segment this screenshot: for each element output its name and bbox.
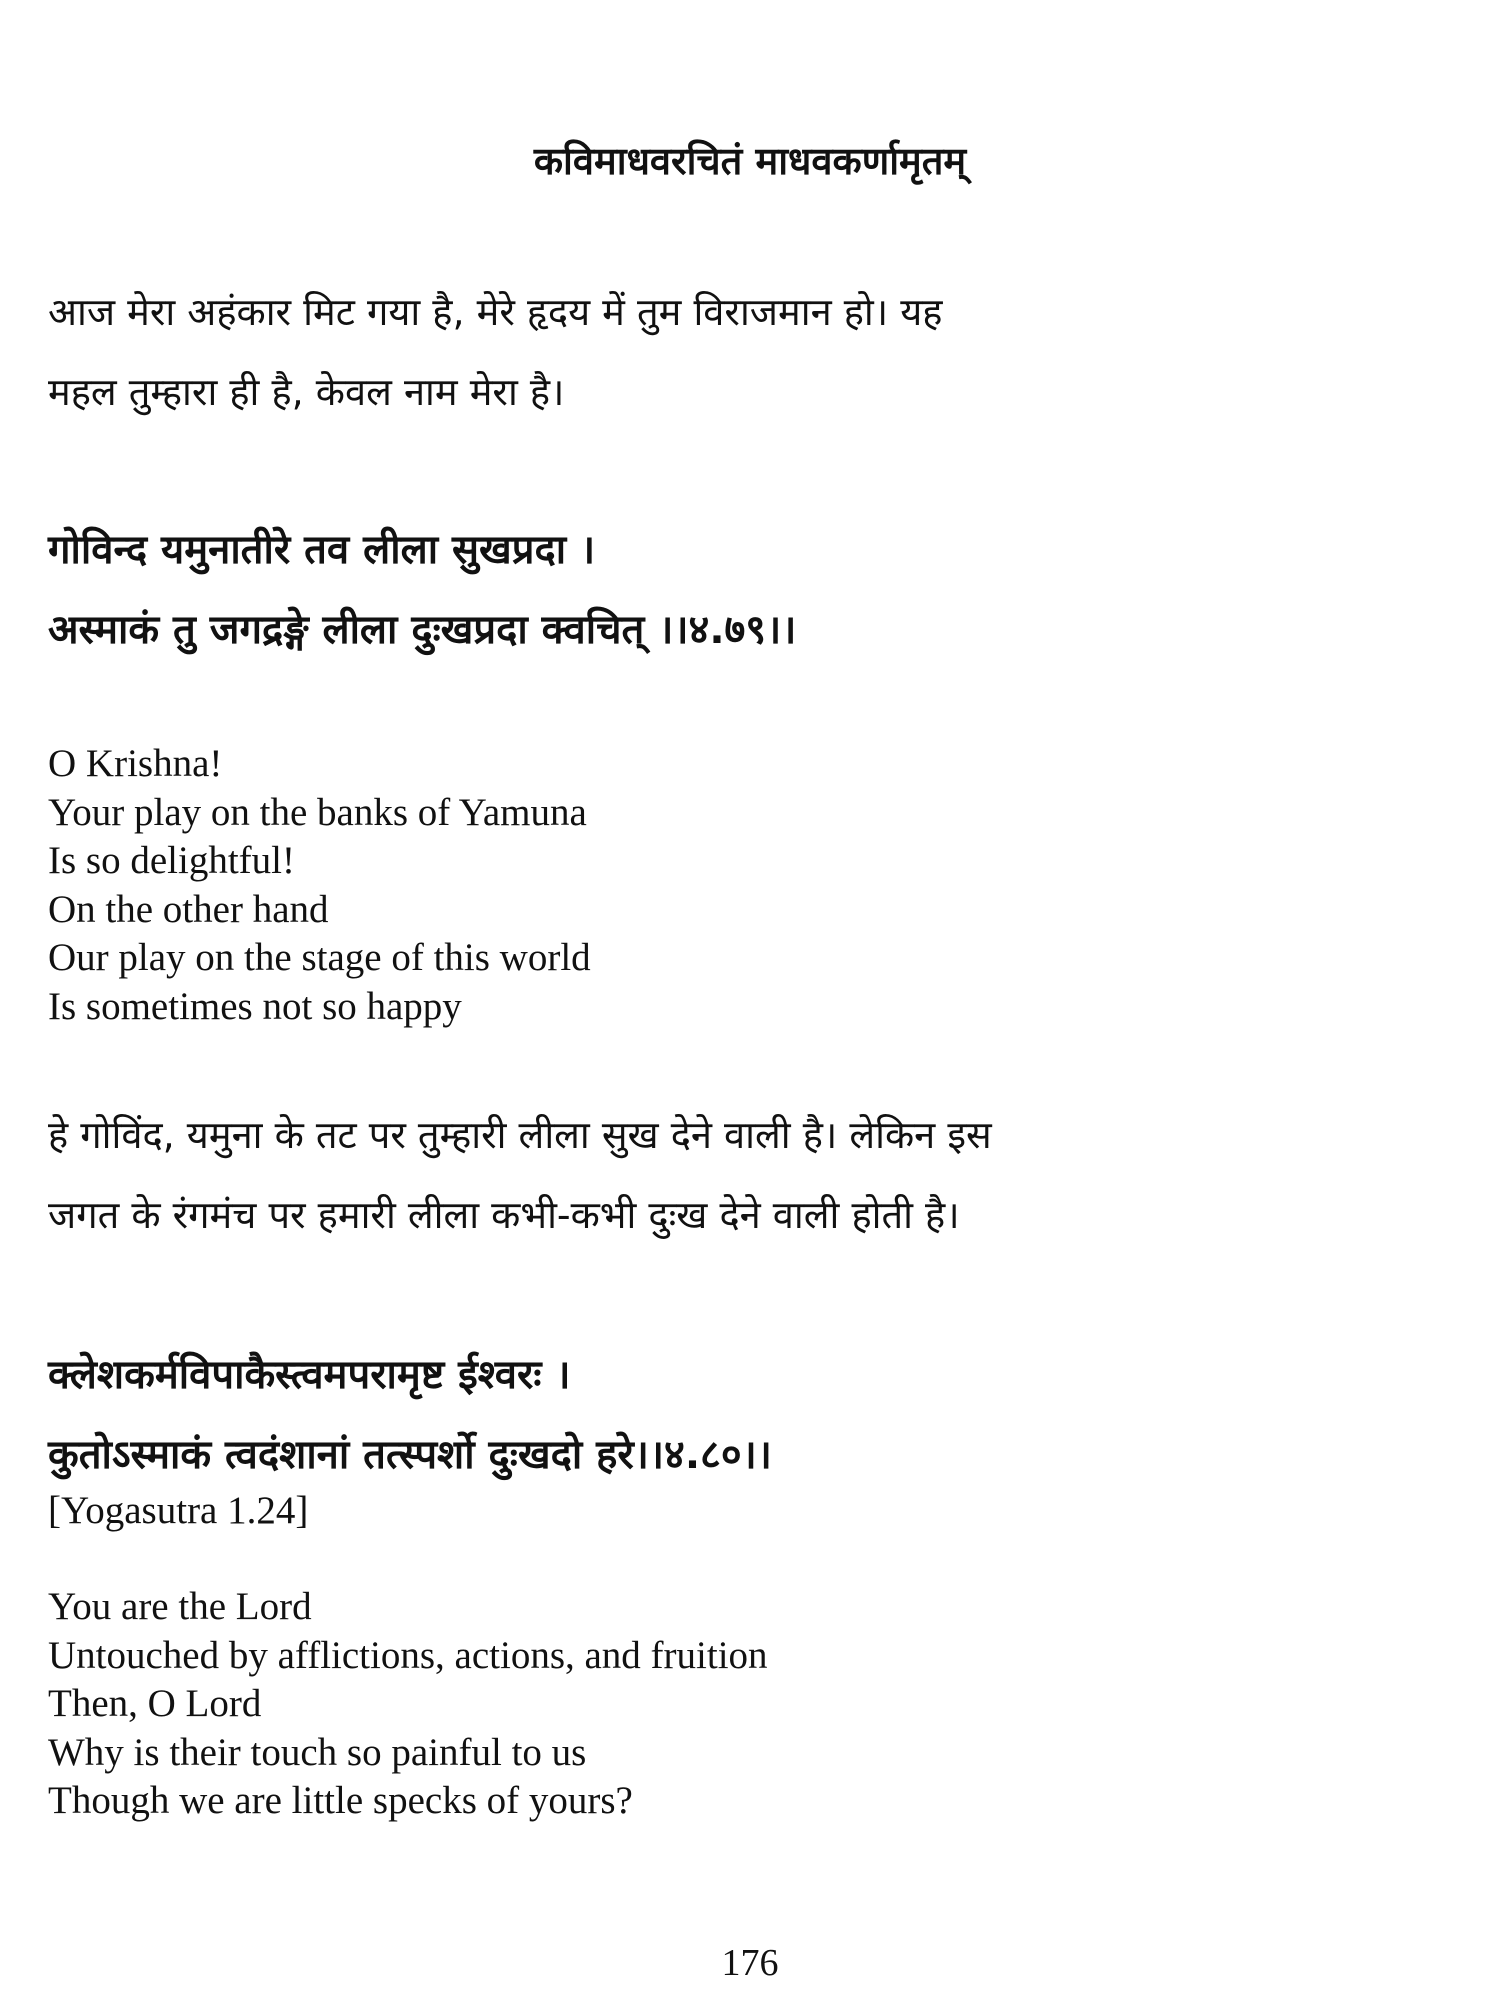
page-number: 176 (721, 1942, 779, 1984)
english-line: Our play on the stage of this world (48, 936, 591, 979)
verse-line: अस्माकं तु जगद्रङ्गे लीला दुःखप्रदा क्वचित् ।।४.७९।। (48, 607, 797, 653)
english-line: You are the Lord (48, 1585, 312, 1628)
english-line: Though we are little specks of yours? (48, 1779, 633, 1822)
english-line: Then, O Lord (48, 1682, 262, 1725)
page-title: कविमाधवरचितं माधवकर्णामृतम् (533, 139, 967, 183)
english-line: Is so delightful! (48, 839, 295, 882)
english-line: Your play on the banks of Yamuna (48, 790, 587, 834)
sanskrit-verse-4-79 (48, 510, 1468, 670)
hindi-translation-1 (48, 272, 1468, 432)
source-reference: [Yogasutra 1.24] (48, 1489, 309, 1532)
english-line: O Krishna! (48, 742, 223, 785)
english-line: Is sometimes not so happy (48, 984, 462, 1028)
english-line: Why is their touch so painful to us (48, 1730, 587, 1774)
english-translation-4-80 (48, 1583, 1468, 1826)
english-translation-4-79 (48, 740, 1468, 1031)
hindi-line: जगत के रंगमंच पर हमारी लीला कभी-कभी दुःख देने वाली होती है। (48, 1193, 960, 1237)
hindi-line: महल तुम्हारा ही है, केवल नाम मेरा है। (48, 370, 565, 414)
sanskrit-verse-4-80 (48, 1335, 1468, 1495)
verse-line: क्लेशकर्मविपाकैस्त्वमपरामृष्ट ईश्वरः । (48, 1352, 571, 1398)
hindi-line: हे गोविंद, यमुना के तट पर तुम्हारी लीला सुख देने वाली है। लेकिन इस (48, 1113, 992, 1157)
english-line: Untouched by afflictions, actions, and fruition (48, 1633, 768, 1677)
english-line: On the other hand (48, 887, 329, 931)
verse-line: गोविन्द यमुनातीरे तव लीला सुखप्रदा । (48, 527, 596, 573)
verse-line: कुतोऽस्माकं त्वदंशानां तत्स्पर्शो दुःखदो हरे।।४.८०।। (48, 1432, 772, 1478)
hindi-line: आज मेरा अहंकार मिट गया है, मेरे हृदय में तुम विराजमान हो। यह (48, 290, 943, 334)
hindi-translation-2 (48, 1095, 1468, 1255)
